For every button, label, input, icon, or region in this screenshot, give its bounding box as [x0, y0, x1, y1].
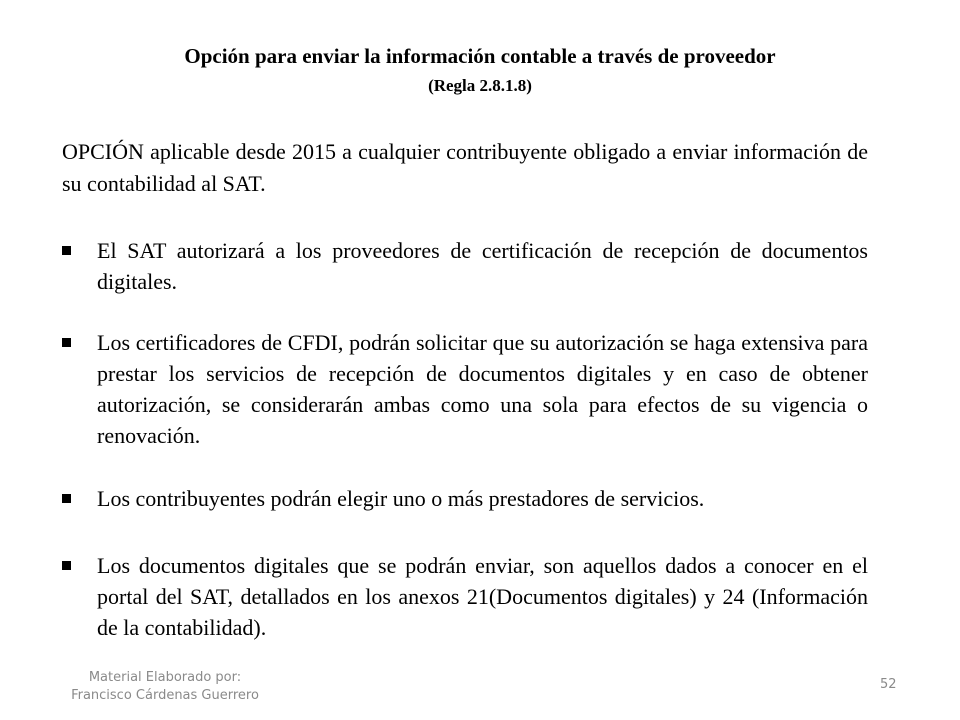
bullet-item — [62, 550, 868, 643]
footer-credit — [30, 669, 300, 705]
bullet-text: Los contribuyentes podrán elegir uno o más prestadores de servicios. — [97, 486, 705, 511]
credit-line-2: Francisco Cárdenas Guerrero — [71, 688, 259, 703]
bullet-text: El SAT autorizará a los proveedores de certificación de recepción de documentos digitales. — [97, 238, 868, 294]
intro-paragraph: OPCIÓN aplicable desde 2015 a cualquier contribuyente obligado a enviar información de su contabilidad al SAT. — [62, 139, 868, 196]
page-number: 52 — [880, 677, 897, 692]
square-bullet-icon — [62, 494, 71, 503]
bullet-item — [62, 235, 868, 297]
square-bullet-icon — [62, 561, 71, 570]
bullet-text: Los documentos digitales que se podrán enviar, son aquellos dados a conocer en el portal del SAT, detallados en los anexos 21(Documentos digitales) y 24 (Información de la contabilidad). — [97, 553, 868, 640]
bullet-text: Los certificadores de CFDI, podrán solicitar que su autorización se haga extensiva para prestar los servicios de recepción de documentos digitales y en caso de obtener autorización, se considerarán ambas como una sola para efectos de su vigencia o renovación. — [97, 330, 868, 448]
bullet-item — [62, 483, 868, 514]
slide-subtitle: (Regla 2.8.1.8) — [428, 76, 532, 95]
square-bullet-icon — [62, 338, 71, 347]
credit-line-1: Material Elaborado por: — [88, 670, 242, 685]
square-bullet-icon — [62, 246, 71, 255]
slide-title: Opción para enviar la información contable a través de proveedor — [184, 44, 776, 68]
bullet-item — [62, 327, 868, 451]
